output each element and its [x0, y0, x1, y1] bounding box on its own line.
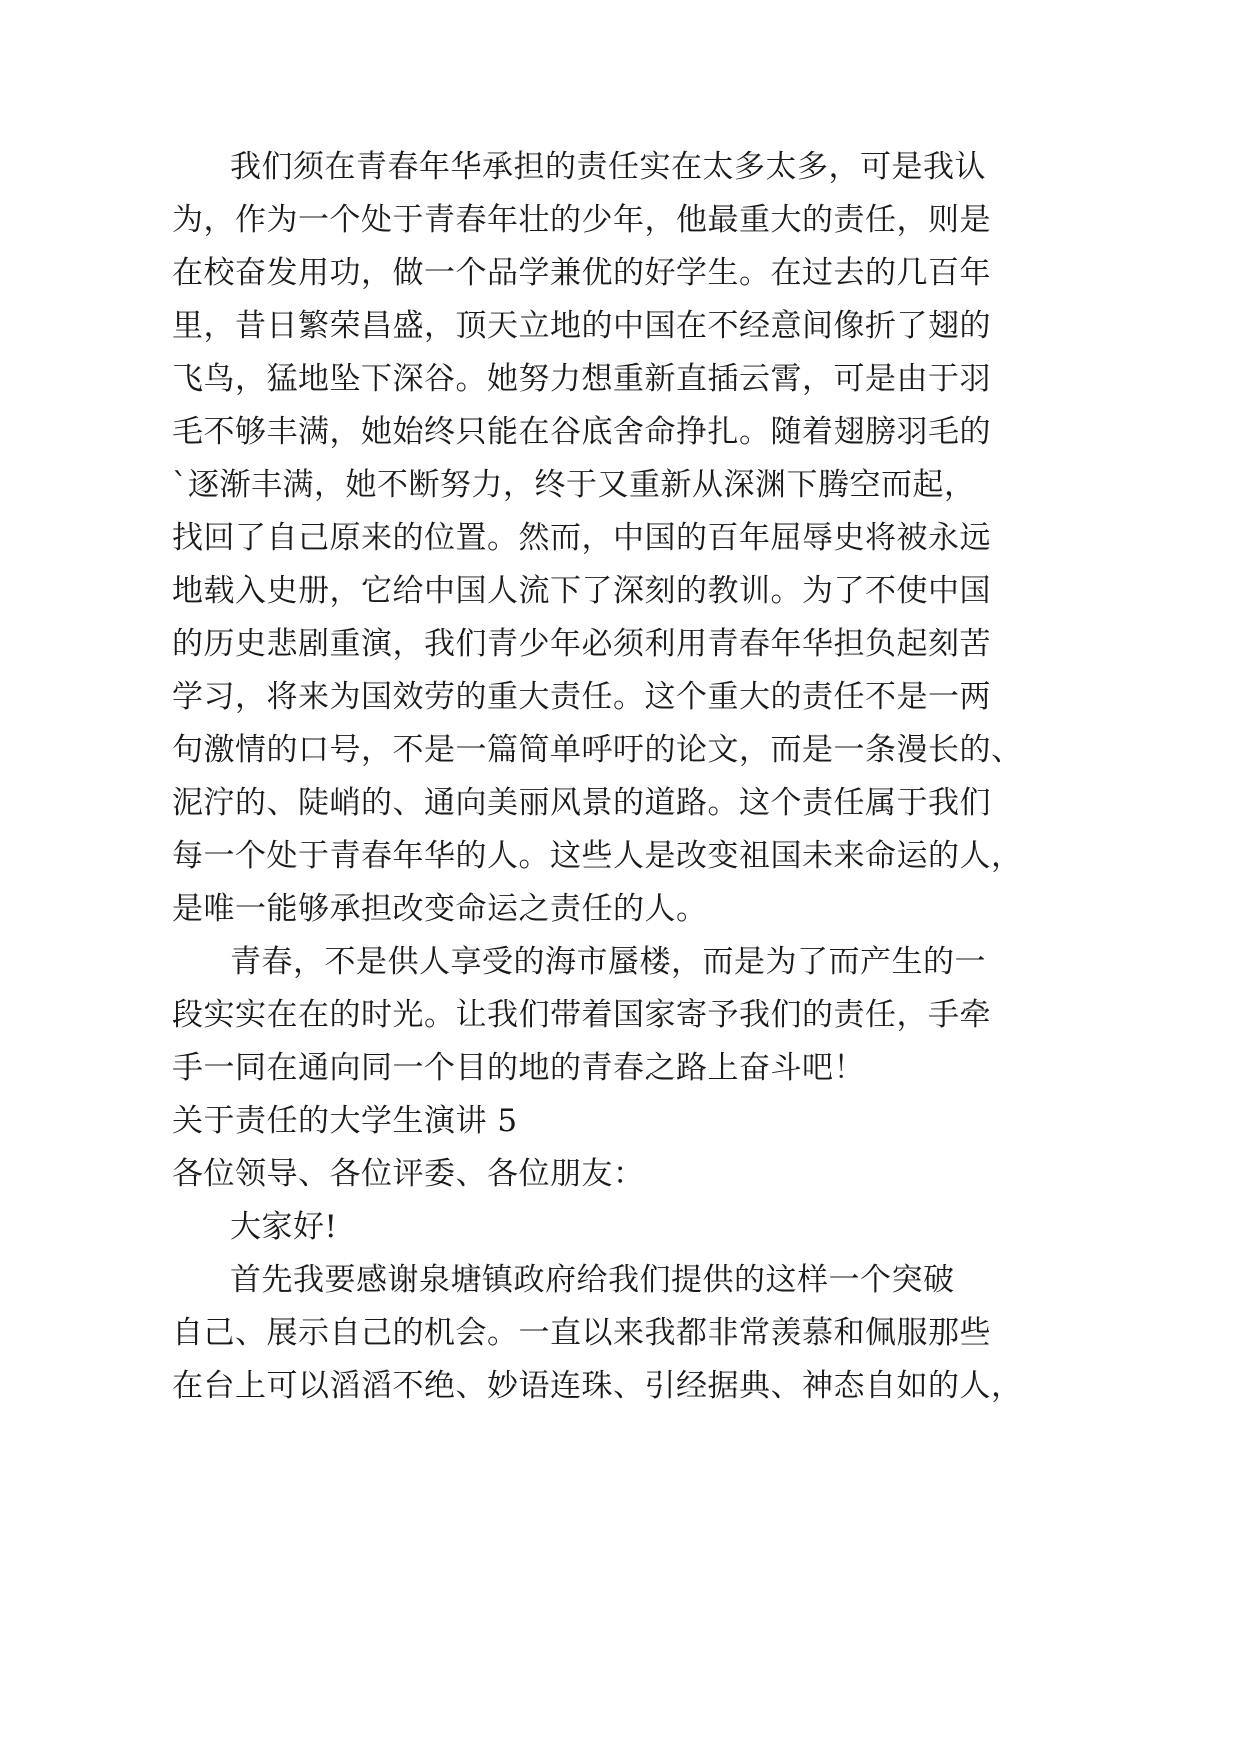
text-line: 每 一 个 处 于 青 春 年 华 的 人 。 这 些 人 是 改 变 祖 国 未 来 命 运 的 人 ， [172, 838, 1023, 874]
text-line: 青 春 ， 不 是 供 人 享 受 的 海 市 蜃 楼 ， 而 是 为 了 而 产 生 的 一 [230, 944, 986, 980]
text-line: 地 载 入 史 册 ， 它 给 中 国 人 流 下 了 深 刻 的 教 训 。 为 了 不 使 中 国 [172, 573, 991, 609]
text-line: 手一同在通向同一个目的地的青春之路上奋斗吧！ [172, 1050, 865, 1086]
text-line: 找 回 了 自 己 原 来 的 位 置 。 然 而 ， 中 国 的 百 年 屈 辱 史 将 被 永 远 [172, 520, 991, 556]
text-line: ` 逐 渐 丰 满 ， 她 不 断 努 力 ， 终 于 又 重 新 从 深 渊 下 腾 空 而 起 ， [172, 467, 976, 503]
text-line: 句 激 情 的 口 号 ， 不 是 一 篇 简 单 呼 吁 的 论 文 ， 而 是 一 条 漫 长 的 、 [172, 732, 1023, 768]
greeting: 大家好! [230, 1209, 338, 1245]
text-line: 自 己 、 展 示 自 己 的 机 会 。 一 直 以 来 我 都 非 常 羡 慕 和 佩 服 那 些 [172, 1315, 991, 1351]
text-line: 是唯一能够承担改变命运之责任的人。 [172, 891, 708, 927]
text-line: 毛 不 够 丰 满 ， 她 始 终 只 能 在 谷 底 舍 命 挣 扎 。 随 着 翅 膀 羽 毛 的 [172, 414, 991, 450]
text-line: 泥 泞 的 、 陡 峭 的 、 通 向 美 丽 风 景 的 道 路 。 这 个 责 任 属 于 我 们 [172, 785, 991, 821]
text-line: 首 先 我 要 感 谢 泉 塘 镇 政 府 给 我 们 提 供 的 这 样 一 个 突 破 [230, 1262, 955, 1298]
text-line: 我 们 须 在 青 春 年 华 承 担 的 责 任 实 在 太 多 太 多 ， 可 是 我 认 [230, 149, 986, 185]
text-line: 段 实 实 在 在 的 时 光 。 让 我 们 带 着 国 家 寄 予 我 们 的 责 任 ， 手 牵 [172, 997, 991, 1033]
salutation: 各位领导、各位评委、各位朋友： [172, 1156, 645, 1192]
text-line: 在 校 奋 发 用 功 ， 做 一 个 品 学 兼 优 的 好 学 生 。 在 过 去 的 几 百 年 [172, 255, 991, 291]
text-line: 学 习 ， 将 来 为 国 效 劳 的 重 大 责 任 。 这 个 重 大 的 责 任 不 是 一 两 [172, 679, 991, 715]
text-line: 在 台 上 可 以 滔 滔 不 绝 、 妙 语 连 珠 、 引 经 据 典 、 神 态 自 如 的 人 ， [172, 1368, 1023, 1404]
text-line: 的 历 史 悲 剧 重 演 ， 我 们 青 少 年 必 须 利 用 青 春 年 华 担 负 起 刻 苦 [172, 626, 991, 662]
section-heading: 关于责任的大学生演讲 5 [172, 1103, 518, 1139]
text-line: 为 ， 作 为 一 个 处 于 青 春 年 壮 的 少 年 ， 他 最 重 大 的 责 任 ， 则 是 [172, 202, 991, 238]
text-line: 里 ， 昔 日 繁 荣 昌 盛 ， 顶 天 立 地 的 中 国 在 不 经 意 间 像 折 了 翅 的 [172, 308, 991, 344]
text-line: 飞 鸟 ， 猛 地 坠 下 深 谷 。 她 努 力 想 重 新 直 插 云 霄 ， 可 是 由 于 羽 [172, 361, 991, 397]
